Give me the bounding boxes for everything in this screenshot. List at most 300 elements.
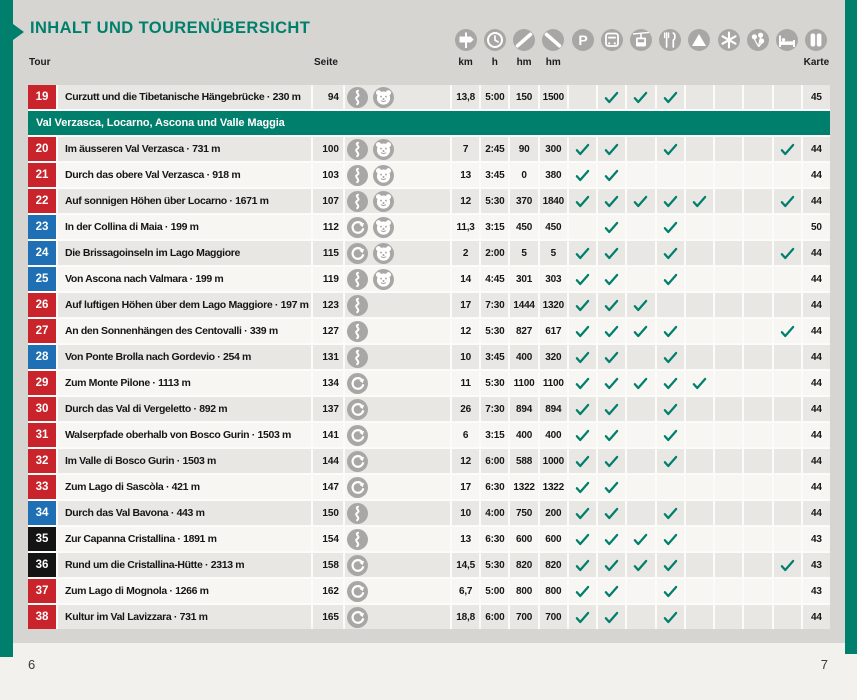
page-title: INHALT UND TOURENÜBERSICHT [30,19,311,37]
duration-h: 5:00 [481,85,508,109]
tour-number-badge: 23 [28,215,56,239]
map-icon [805,29,827,51]
feature-bed-cell [774,241,801,265]
feature-bus-cell [598,267,625,291]
feature-flora-cell [744,267,771,291]
duration-h: 7:30 [481,293,508,317]
feature-parking-cell [569,241,596,265]
feature-parking-cell [569,189,596,213]
feature-flora-cell [744,137,771,161]
tour-row [28,449,830,473]
duration-h: 5:00 [481,579,508,603]
tour-number-badge: 25 [28,267,56,291]
tour-page-number: 127 [313,319,343,343]
check-icon [575,429,590,442]
map-sheet-number: 44 [803,605,830,629]
tour-table [28,85,830,629]
svg-text:P: P [577,32,588,48]
feature-flora-cell [744,293,771,317]
feature-bed-cell [774,423,801,447]
map-sheet-number: 44 [803,501,830,525]
check-icon [575,403,590,416]
check-icon [575,377,590,390]
distance-km: 6,7 [452,579,479,603]
tour-row [28,137,830,161]
tour-number-badge: 19 [28,85,56,109]
feature-bed-cell [774,397,801,421]
feature-bus-cell [598,527,625,551]
descent-hm: 820 [540,553,567,577]
route-icons-cell [345,371,450,395]
feature-restaurant-cell [657,319,684,343]
duration-h: 5:30 [481,553,508,577]
descent-hm: 1100 [540,371,567,395]
feature-parking-cell [569,345,596,369]
trail-icon [347,295,368,316]
tour-title: Zum Monte Pilone · 1113 m [58,371,311,395]
check-icon [604,481,619,494]
feature-cablecar-cell [627,397,654,421]
feature-summit-cell [686,137,713,161]
feature-parking-cell [569,579,596,603]
feature-snowflake-cell [715,501,742,525]
tour-page-number: 100 [313,137,343,161]
distance-km: 26 [452,397,479,421]
duration-h: 3:45 [481,345,508,369]
feature-bed-cell [774,527,801,551]
check-icon [780,195,795,208]
tour-number-badge: 37 [28,579,56,603]
feature-bed-cell [774,85,801,109]
ascent-hm: 90 [510,137,537,161]
feature-cablecar-cell [627,163,654,187]
distance-km: 18,8 [452,605,479,629]
check-icon [604,247,619,260]
feature-cablecar-cell [627,189,654,213]
loop-icon [347,477,368,498]
loop-icon [347,399,368,420]
feature-snowflake-cell [715,319,742,343]
feature-bed-cell [774,293,801,317]
feature-bed-cell [774,501,801,525]
route-icons-cell [345,423,450,447]
route-icons-cell [345,293,450,317]
page-number-right: 7 [820,657,828,672]
check-icon [633,91,648,104]
feature-cablecar-cell [627,137,654,161]
ascent-icon [513,29,535,51]
descent-icon [542,29,564,51]
feature-bus-cell [598,163,625,187]
check-icon [663,325,678,338]
feature-bed-cell [774,605,801,629]
map-sheet-number: 44 [803,319,830,343]
feature-cablecar-cell [627,527,654,551]
feature-flora-cell [744,501,771,525]
title-arrow-icon [13,24,24,40]
check-icon [692,195,707,208]
check-icon [575,559,590,572]
tour-number-badge: 34 [28,501,56,525]
bear-icon [373,269,394,290]
route-icons-cell [345,527,450,551]
map-sheet-number: 45 [803,85,830,109]
feature-flora-cell [744,85,771,109]
flora-icon [747,29,769,51]
distance-km: 14 [452,267,479,291]
ascent-hm: 370 [510,189,537,213]
descent-hm: 800 [540,579,567,603]
descent-hm: 5 [540,241,567,265]
feature-bed-cell [774,163,801,187]
map-sheet-number: 44 [803,397,830,421]
check-icon [663,403,678,416]
check-icon [575,195,590,208]
tour-row [28,189,830,213]
check-icon [575,299,590,312]
check-icon [604,585,619,598]
tour-number-badge: 33 [28,475,56,499]
section-label: Val Verzasca, Locarno, Ascona und Valle Maggia [36,117,285,129]
tour-number-badge: 32 [28,449,56,473]
legend-icon-row [28,28,830,52]
feature-restaurant-cell [657,293,684,317]
tour-title: Im äusseren Val Verzasca · 731 m [58,137,311,161]
tour-page-number: 147 [313,475,343,499]
feature-restaurant-cell [657,189,684,213]
bear-icon [373,243,394,264]
feature-cablecar-cell [627,85,654,109]
bear-icon [373,217,394,238]
tour-title: Kultur im Val Lavizzara · 731 m [58,605,311,629]
descent-hm: 1322 [540,475,567,499]
duration-h: 6:30 [481,527,508,551]
check-icon [663,247,678,260]
feature-restaurant-cell [657,579,684,603]
feature-flora-cell [744,553,771,577]
feature-restaurant-cell [657,345,684,369]
parking-icon [572,29,594,51]
feature-summit-cell [686,579,713,603]
feature-parking-cell [569,163,596,187]
tour-page-number: 134 [313,371,343,395]
tour-row [28,293,830,317]
tour-row [28,319,830,343]
column-header-km-0: km [458,57,473,68]
bed-icon [776,29,798,51]
feature-parking-cell [569,85,596,109]
map-sheet-number: 44 [803,267,830,291]
check-icon [604,299,619,312]
trail-icon [347,321,368,342]
check-icon [663,507,678,520]
feature-parking-cell [569,371,596,395]
check-icon [575,351,590,364]
check-icon [692,377,707,390]
map-sheet-number: 44 [803,137,830,161]
feature-restaurant-cell [657,605,684,629]
check-icon [575,169,590,182]
descent-hm: 600 [540,527,567,551]
tour-title: Zum Lago di Mognola · 1266 m [58,579,311,603]
feature-restaurant-cell [657,475,684,499]
tour-row [28,501,830,525]
duration-h: 7:30 [481,397,508,421]
check-icon [663,455,678,468]
route-icons-cell [345,449,450,473]
feature-bus-cell [598,371,625,395]
map-sheet-number: 44 [803,293,830,317]
route-icons-cell [345,579,450,603]
feature-summit-cell [686,267,713,291]
tour-title: Von Ascona nach Valmara · 199 m [58,267,311,291]
duration-h: 3:15 [481,423,508,447]
map-sheet-number: 44 [803,475,830,499]
distance-km: 10 [452,501,479,525]
trail-icon [347,529,368,550]
tour-row [28,371,830,395]
route-icons-cell [345,137,450,161]
loop-icon [347,607,368,628]
descent-hm: 1500 [540,85,567,109]
tour-row [28,475,830,499]
loop-icon [347,217,368,238]
feature-snowflake-cell [715,397,742,421]
feature-parking-cell [569,527,596,551]
feature-parking-cell [569,475,596,499]
feature-snowflake-cell [715,215,742,239]
check-icon [604,611,619,624]
duration-h: 4:45 [481,267,508,291]
route-icons-cell [345,215,450,239]
tour-page-number: 141 [313,423,343,447]
tour-page-number: 150 [313,501,343,525]
route-icons-cell [345,189,450,213]
feature-cablecar-cell [627,293,654,317]
feature-snowflake-cell [715,137,742,161]
check-icon [604,351,619,364]
feature-snowflake-cell [715,345,742,369]
tour-page-number: 103 [313,163,343,187]
ascent-hm: 894 [510,397,537,421]
ascent-hm: 400 [510,423,537,447]
descent-hm: 200 [540,501,567,525]
feature-snowflake-cell [715,449,742,473]
feature-bed-cell [774,345,801,369]
distance-km: 10 [452,345,479,369]
distance-km: 12 [452,189,479,213]
descent-hm: 400 [540,423,567,447]
feature-bed-cell [774,475,801,499]
feature-restaurant-cell [657,215,684,239]
distance-km: 17 [452,475,479,499]
check-icon [663,377,678,390]
distance-km: 14,5 [452,553,479,577]
feature-bus-cell [598,475,625,499]
ascent-hm: 450 [510,215,537,239]
feature-flora-cell [744,163,771,187]
feature-summit-cell [686,189,713,213]
check-icon [604,195,619,208]
tour-page-number: 137 [313,397,343,421]
loop-icon [347,451,368,472]
feature-summit-cell [686,475,713,499]
feature-bed-cell [774,215,801,239]
feature-restaurant-cell [657,449,684,473]
feature-snowflake-cell [715,163,742,187]
ascent-hm: 820 [510,553,537,577]
distance-km: 6 [452,423,479,447]
trail-icon [347,165,368,186]
map-sheet-number: 44 [803,241,830,265]
check-icon [633,325,648,338]
distance-km: 7 [452,137,479,161]
check-icon [575,533,590,546]
check-icon [575,611,590,624]
check-icon [604,221,619,234]
feature-parking-cell [569,319,596,343]
feature-summit-cell [686,449,713,473]
check-icon [575,273,590,286]
feature-cablecar-cell [627,449,654,473]
feature-restaurant-cell [657,85,684,109]
tour-page-number: 154 [313,527,343,551]
clock-icon [484,29,506,51]
loop-icon [347,555,368,576]
tour-page-number: 112 [313,215,343,239]
route-icons-cell [345,163,450,187]
column-header-tour: Tour [29,57,51,68]
check-icon [780,559,795,572]
feature-summit-cell [686,423,713,447]
feature-parking-cell [569,553,596,577]
bear-icon [373,191,394,212]
feature-summit-cell [686,397,713,421]
distance-km: 11 [452,371,479,395]
feature-restaurant-cell [657,137,684,161]
feature-flora-cell [744,475,771,499]
bear-icon [373,165,394,186]
tour-title: Durch das Val di Vergeletto · 892 m [58,397,311,421]
check-icon [575,585,590,598]
feature-flora-cell [744,397,771,421]
tour-number-badge: 22 [28,189,56,213]
feature-cablecar-cell [627,553,654,577]
tour-title: Durch das obere Val Verzasca · 918 m [58,163,311,187]
feature-flora-cell [744,579,771,603]
duration-h: 4:00 [481,501,508,525]
ascent-hm: 5 [510,241,537,265]
map-sheet-number: 43 [803,579,830,603]
column-header-h-1: h [491,57,498,68]
map-sheet-number: 44 [803,449,830,473]
tour-title: An den Sonnenhängen des Centovalli · 339 m [58,319,311,343]
feature-summit-cell [686,293,713,317]
feature-bed-cell [774,553,801,577]
tour-number-badge: 27 [28,319,56,343]
ascent-hm: 750 [510,501,537,525]
feature-cablecar-cell [627,475,654,499]
page-number-left: 6 [28,657,36,672]
restaurant-icon [659,29,681,51]
tour-title: Rund um die Cristallina-Hütte · 2313 m [58,553,311,577]
route-icons-cell [345,475,450,499]
route-icons-cell [345,267,450,291]
tour-title: Zum Lago di Sascòla · 421 m [58,475,311,499]
feature-cablecar-cell [627,605,654,629]
feature-bus-cell [598,85,625,109]
ascent-hm: 1100 [510,371,537,395]
column-header-hm-2: hm [516,57,532,68]
map-sheet-number: 44 [803,423,830,447]
feature-restaurant-cell [657,501,684,525]
tour-row [28,423,830,447]
distance-km: 11,3 [452,215,479,239]
trail-icon [347,139,368,160]
check-icon [604,325,619,338]
feature-flora-cell [744,189,771,213]
feature-flora-cell [744,319,771,343]
feature-summit-cell [686,215,713,239]
feature-bed-cell [774,579,801,603]
descent-hm: 1000 [540,449,567,473]
check-icon [663,195,678,208]
check-icon [575,455,590,468]
feature-snowflake-cell [715,527,742,551]
feature-bus-cell [598,215,625,239]
feature-flora-cell [744,449,771,473]
check-icon [633,377,648,390]
tour-page-number: 94 [313,85,343,109]
feature-snowflake-cell [715,85,742,109]
bear-icon [373,139,394,160]
ascent-hm: 588 [510,449,537,473]
feature-parking-cell [569,501,596,525]
ascent-hm: 1322 [510,475,537,499]
feature-summit-cell [686,371,713,395]
check-icon [663,351,678,364]
feature-snowflake-cell [715,605,742,629]
duration-h: 3:45 [481,163,508,187]
check-icon [780,143,795,156]
feature-bus-cell [598,605,625,629]
tour-page-number: 162 [313,579,343,603]
tour-number-badge: 26 [28,293,56,317]
feature-cablecar-cell [627,579,654,603]
ascent-hm: 800 [510,579,537,603]
feature-flora-cell [744,371,771,395]
feature-summit-cell [686,319,713,343]
check-icon [604,455,619,468]
feature-restaurant-cell [657,527,684,551]
feature-cablecar-cell [627,371,654,395]
feature-bus-cell [598,293,625,317]
left-accent-bar [0,0,13,657]
route-icons-cell [345,319,450,343]
check-icon [663,143,678,156]
check-icon [604,143,619,156]
descent-hm: 1840 [540,189,567,213]
distance-km: 17 [452,293,479,317]
ascent-hm: 0 [510,163,537,187]
feature-parking-cell [569,293,596,317]
map-sheet-number: 50 [803,215,830,239]
descent-hm: 320 [540,345,567,369]
tour-row [28,553,830,577]
bear-icon [373,87,394,108]
ascent-hm: 827 [510,319,537,343]
tour-number-badge: 28 [28,345,56,369]
